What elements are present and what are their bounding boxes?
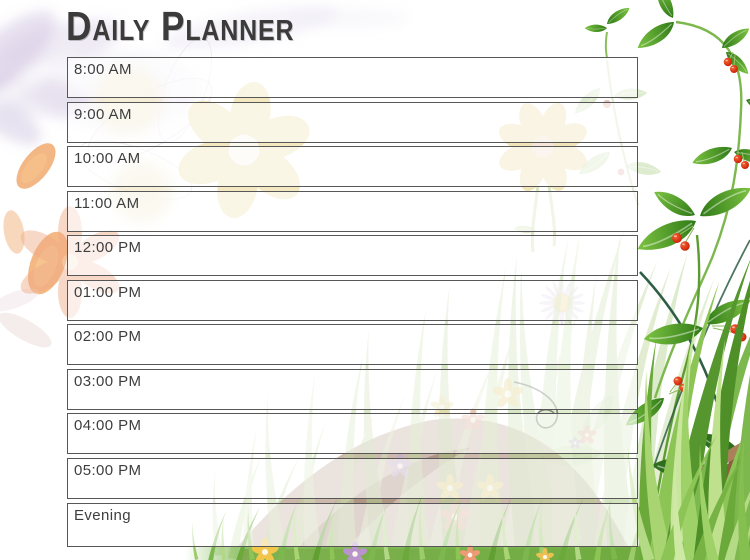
planner-row-1pm[interactable] bbox=[67, 280, 638, 321]
time-label: 04:00 PM bbox=[74, 417, 142, 434]
time-label: 02:00 PM bbox=[74, 328, 142, 345]
time-label: 01:00 PM bbox=[74, 284, 142, 301]
planner-row-2pm[interactable] bbox=[67, 324, 638, 365]
planner-row-11am[interactable] bbox=[67, 191, 638, 232]
planner-row-evening[interactable] bbox=[67, 503, 638, 547]
planner-row-3pm[interactable] bbox=[67, 369, 638, 410]
time-label: 10:00 AM bbox=[74, 150, 141, 167]
time-label: 8:00 AM bbox=[74, 61, 132, 78]
planner-row-12pm[interactable] bbox=[67, 235, 638, 276]
page-title: Daily Planner bbox=[66, 3, 295, 49]
planner-row-9am[interactable] bbox=[67, 102, 638, 143]
planner-row-5pm[interactable] bbox=[67, 458, 638, 499]
time-label: 11:00 AM bbox=[74, 195, 140, 212]
time-label: 12:00 PM bbox=[74, 239, 142, 256]
planner-row-8am[interactable] bbox=[67, 57, 638, 98]
planner-row-4pm[interactable] bbox=[67, 413, 638, 454]
time-label: Evening bbox=[74, 507, 132, 524]
time-label: 05:00 PM bbox=[74, 462, 142, 479]
time-label: 03:00 PM bbox=[74, 373, 142, 390]
planner-row-10am[interactable] bbox=[67, 146, 638, 187]
time-label: 9:00 AM bbox=[74, 106, 132, 123]
